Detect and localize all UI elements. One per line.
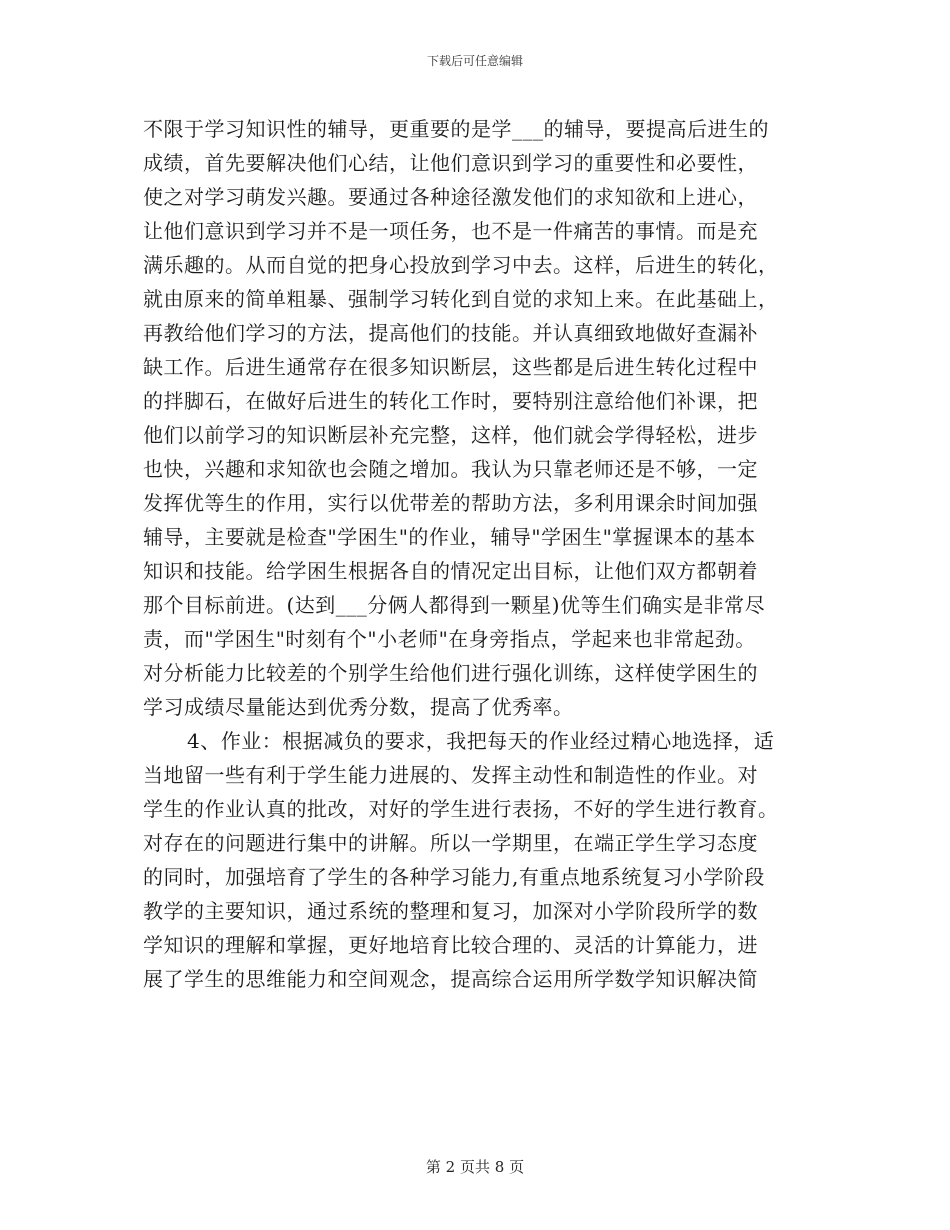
text-line: 成绩，首先要解决他们心结，让他们意识到学习的重要性和必要性，: [143, 151, 758, 175]
text-line: 他们以前学习的知识断层补充完整，这样，他们就会学得轻松，进步: [143, 423, 758, 447]
text-line: 辅导，主要就是检查"学困生"的作业，辅导"学困生"掌握课本的基本: [143, 525, 756, 549]
text-line: 满乐趣的。从而自觉的把身心投放到学习中去。这样，后进生的转化，: [143, 253, 779, 277]
text-line: 那个目标前进。(达到___分俩人都得到一颗星)优等生们确实是非常尽: [143, 593, 766, 617]
text-line: 也快，兴趣和求知欲也会随之增加。我认为只靠老师还是不够，一定: [143, 457, 758, 481]
text-line: 再教给他们学习的方法，提高他们的技能。并认真细致地做好查漏补: [143, 321, 758, 345]
text-line: 学习成绩尽量能达到优秀分数，提高了优秀率。: [143, 695, 574, 719]
text-line: 不限于学习知识性的辅导，更重要的是学___的辅导，要提高后进生的: [143, 117, 769, 141]
text-line: 使之对学习萌发兴趣。要通过各种途径激发他们的求知欲和上进心，: [143, 185, 758, 209]
text-line: 的拌脚石，在做好后进生的转化工作时，要特别注意给他们补课，把: [143, 389, 758, 413]
text-line: 缺工作。后进生通常存在很多知识断层，这些都是后进生转化过程中: [143, 355, 758, 379]
text-line: 发挥优等生的作用，实行以优带差的帮助方法，多利用课余时间加强: [143, 491, 758, 515]
paragraph-start-line: 4、作业：根据减负的要求，我把每天的作业经过精心地选择，适: [187, 729, 775, 753]
text-line: 对存在的问题进行集中的讲解。所以一学期里，在端正学生学习态度: [143, 831, 758, 855]
text-line: 展了学生的思维能力和空间观念，提高综合运用所学数学知识解决简: [143, 967, 758, 991]
text-line: 知识和技能。给学困生根据各自的情况定出目标，让他们双方都朝着: [143, 559, 758, 583]
text-line: 学知识的理解和掌握，更好地培育比较合理的、灵活的计算能力，进: [143, 933, 758, 957]
page-footer: 第 2 页共 8 页: [425, 1158, 525, 1176]
text-line: 的同时，加强培育了学生的各种学习能力,有重点地系统复习小学阶段: [143, 865, 765, 889]
text-line: 就由原来的简单粗暴、强制学习转化到自觉的求知上来。在此基础上，: [143, 287, 779, 311]
text-line: 让他们意识到学习并不是一项任务，也不是一件痛苦的事情。而是充: [143, 219, 758, 243]
text-line: 学生的作业认真的批改，对好的学生进行表扬，不好的学生进行教育。: [143, 797, 779, 821]
text-line: 当地留一些有利于学生能力进展的、发挥主动性和制造性的作业。对: [143, 763, 758, 787]
text-line: 对分析能力比较差的个别学生给他们进行强化训练，这样使学困生的: [143, 661, 758, 685]
text-line: 责，而"学困生"时刻有个"小老师"在身旁指点，学起来也非常起劲。: [143, 627, 756, 651]
text-line: 教学的主要知识，通过系统的整理和复习，加深对小学阶段所学的数: [143, 899, 758, 923]
document-body: [143, 112, 813, 996]
page-header: 下载后可任意编辑: [426, 54, 523, 68]
